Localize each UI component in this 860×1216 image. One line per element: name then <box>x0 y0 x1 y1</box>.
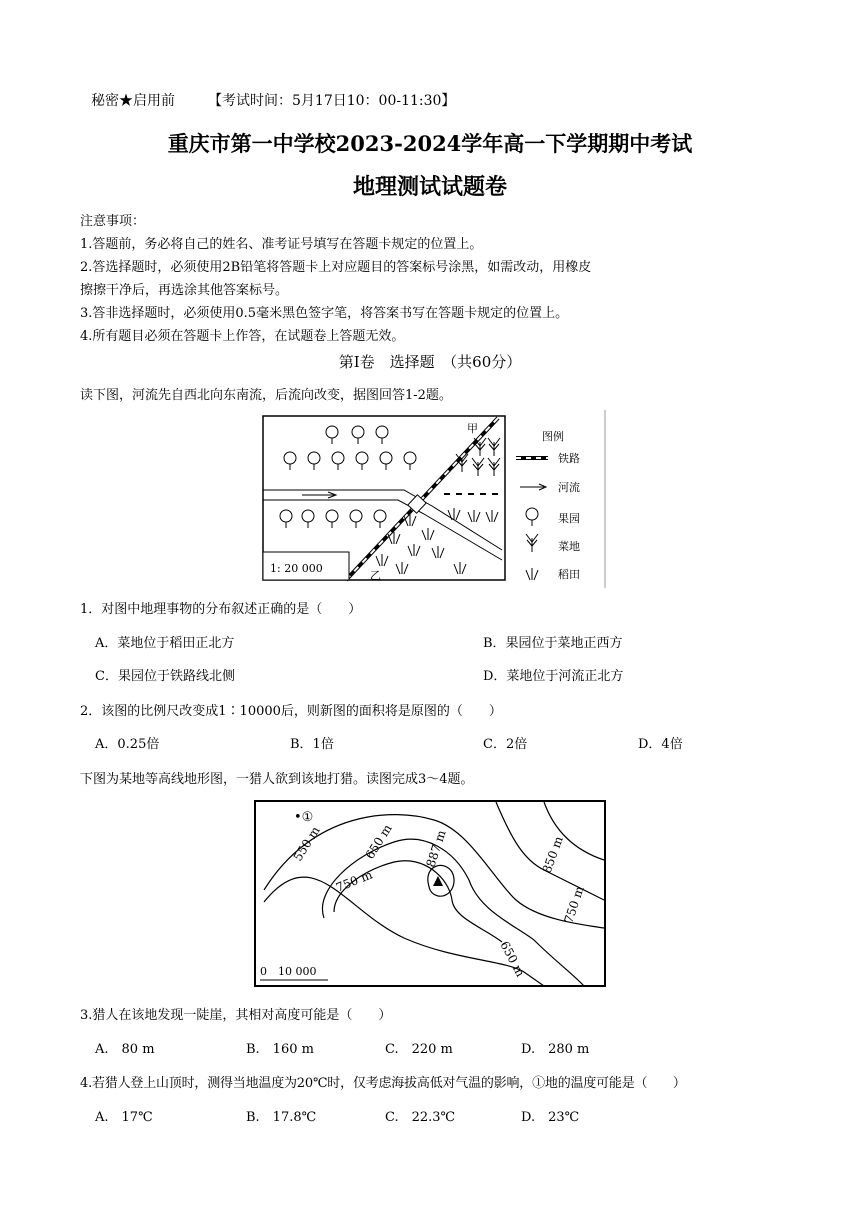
vegetable-legend-icon <box>526 534 538 552</box>
contour-scale-text: 0 10 000 <box>260 965 317 978</box>
q3-option-a: A. 80 m <box>95 1042 155 1057</box>
legend-orchard <box>526 508 580 526</box>
scale-text: 1: 20 000 <box>270 562 323 575</box>
q4-stem: 4.若猎人登上山顶时，测得当地温度为20℃时，仅考虑海拔高低对气温的影响，①地的温度可能是（ ） <box>80 1076 686 1091</box>
rice-legend-icon <box>526 568 538 580</box>
q3-option-c: C. 220 m <box>385 1042 453 1057</box>
section-title: 第Ⅰ卷 选择题 （共60分） <box>338 353 522 371</box>
legend-river-label: 河流 <box>558 481 580 494</box>
q2-option-d: D．4倍 <box>638 737 683 752</box>
vegetable-icon <box>472 458 484 476</box>
q4-option-d: D. 23℃ <box>521 1110 580 1125</box>
note-2b: 擦擦干净后，再选涂其他答案标号。 <box>80 283 289 298</box>
point-1-label: •① <box>294 810 314 825</box>
orchard-tree-icon <box>280 510 292 528</box>
secret-label: 秘密★启用前 <box>91 93 175 109</box>
contour-label-850: 850 m <box>539 834 566 876</box>
orchard-tree-icon <box>326 426 338 444</box>
intro-q3-4: 下图为某地等高线地形图，一猎人欲到该地打猎。读图完成3～4题。 <box>80 772 474 787</box>
orchard-tree-icon <box>308 452 320 470</box>
exam-title: 重庆市第一中学校2023-2024学年高一下学期期中考试 <box>167 131 693 156</box>
legend-river <box>520 480 580 494</box>
q4-option-b: B. 17.8℃ <box>246 1110 317 1125</box>
legend-orchard-label: 果园 <box>558 512 580 525</box>
q1-stem: 1．对图中地理事物的分布叙述正确的是（ ） <box>80 602 362 617</box>
rice-icon <box>408 544 420 556</box>
q2-option-a: A．0.25倍 <box>95 737 160 752</box>
legend-rice <box>526 568 580 581</box>
vegetable-icon <box>488 438 500 456</box>
orchard-tree-icon <box>356 452 368 470</box>
contour-map <box>254 800 606 988</box>
contour-label-650-south: 650 m <box>497 938 528 980</box>
q1-option-a: A．菜地位于稻田正北方 <box>95 636 235 651</box>
rice-icon <box>396 562 408 574</box>
orchard-tree-icon <box>376 426 388 444</box>
contour-887-ring <box>428 865 454 896</box>
orchard-tree-icon <box>352 426 364 444</box>
q3-option-b: B. 160 m <box>246 1042 314 1057</box>
q4-option-c: C. 22.3℃ <box>385 1110 456 1125</box>
q4-option-a: A. 17℃ <box>95 1110 153 1125</box>
orchard-tree-icon <box>380 452 392 470</box>
rice-paddies <box>376 508 498 574</box>
q2-option-c: C．2倍 <box>483 737 528 752</box>
orchard-tree-icon <box>374 510 386 528</box>
orchard-trees <box>280 426 416 528</box>
q3-option-d: D. 280 m <box>521 1042 590 1057</box>
note-2a: 2.答选择题时，必须使用2B铅笔将答题卡上对应题目的答案标号涂黑，如需改动，用橡皮 <box>80 260 592 275</box>
contour-label-550: 550 m <box>290 823 323 864</box>
label-jia: 甲 <box>467 422 478 435</box>
note-1: 1.答题前，务必将自己的姓名、准考证号填写在答题卡规定的位置上。 <box>80 237 483 252</box>
q1-option-b: B．果园位于菜地正西方 <box>483 636 623 651</box>
q2-stem: 2．该图的比例尺改变成1∶10000后，则新图的面积将是原图的（ ） <box>80 704 502 719</box>
rice-icon <box>432 546 444 558</box>
contour-label-650: 650 m <box>362 821 395 862</box>
contour-label-887: 887 m <box>423 828 449 869</box>
land-use-map <box>262 410 610 588</box>
orchard-tree-icon <box>332 452 344 470</box>
q1-option-c: C．果园位于铁路线北侧 <box>95 669 235 684</box>
legend-title: 图例 <box>542 430 564 443</box>
rice-icon <box>448 508 460 520</box>
legend-rice-label: 稻田 <box>558 568 580 581</box>
rice-icon <box>486 510 498 522</box>
vegetable-icon <box>488 458 500 476</box>
notes-heading: 注意事项： <box>80 214 146 229</box>
q3-stem: 3.猎人在该地发现一陡崖，其相对高度可能是（ ） <box>80 1008 392 1023</box>
orchard-tree-icon <box>326 510 338 528</box>
label-yi: 乙 <box>370 569 381 582</box>
river-arrow-icon <box>302 492 336 498</box>
exam-time: 【考试时间：5月17日10：00-11:30】 <box>208 93 456 109</box>
orchard-tree-icon <box>302 510 314 528</box>
note-3: 3.答非选择题时，必须使用0.5毫米黑色签字笔，将答案书写在答题卡规定的位置上。 <box>80 306 569 321</box>
exam-subtitle: 地理测试试题卷 <box>352 174 507 200</box>
q1-option-d: D．菜地位于河流正北方 <box>483 669 624 684</box>
rice-icon <box>376 554 388 566</box>
note-4: 4.所有题目必须在答题卡上作答，在试题卷上答题无效。 <box>80 329 405 344</box>
legend-vegetable <box>526 534 580 553</box>
legend-railway-label: 铁路 <box>558 452 580 465</box>
orchard-tree-icon <box>404 452 416 470</box>
orchard-tree-icon <box>350 510 362 528</box>
vegetable-icon <box>474 438 486 456</box>
rice-icon <box>454 562 466 574</box>
rice-icon <box>422 528 434 540</box>
q2-option-b: B．1倍 <box>290 737 334 752</box>
orchard-tree-icon <box>284 452 296 470</box>
contour-label-750: 750 m <box>333 867 375 895</box>
legend-railway <box>516 451 580 465</box>
intro-q1-2: 读下图，河流先自西北向东南流，后流向改变，据图回答1-2题。 <box>80 388 452 403</box>
rice-icon <box>468 510 480 522</box>
legend-vegetable-label: 菜地 <box>558 540 580 553</box>
contour-label-750-east: 750 m <box>561 884 587 925</box>
orchard-legend-icon <box>526 508 538 520</box>
river-bank-south <box>263 500 502 560</box>
